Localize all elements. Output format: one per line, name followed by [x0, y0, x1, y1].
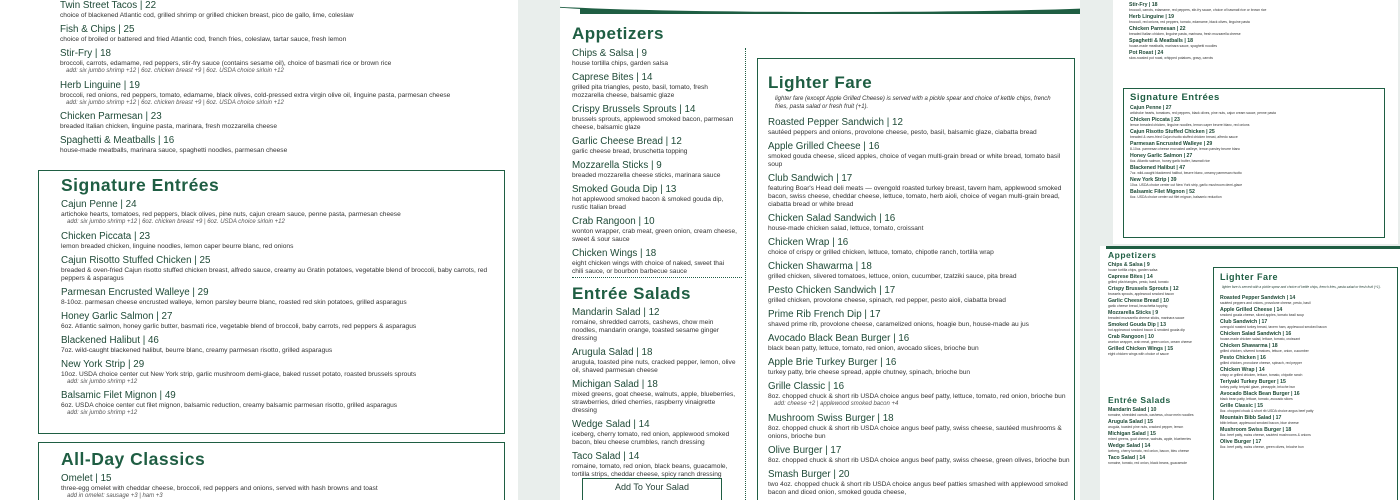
- menu-item-name: Stir-Fry | 18: [60, 48, 111, 59]
- menu-item-name: Caprese Bites | 14: [572, 72, 653, 83]
- menu-item-description: house tortilla chips, garden salsa: [1108, 268, 1158, 272]
- menu-item-description: sautéed peppers and onions, provolone cheese, pesto, basil: [1220, 301, 1311, 305]
- menu-item: [61, 199, 501, 227]
- menu-item-name: Chicken Wrap | 16: [768, 237, 849, 248]
- menu-item-addons: add: six jumbo shrimp +12: [67, 410, 138, 416]
- right-thumbnail-bottom: [1100, 246, 1400, 500]
- menu-item-description: eight chicken wings with choice of naked, sweet thai chili sauce, or bourbon barbecue sauce: [572, 260, 725, 275]
- menu-item: [572, 184, 737, 212]
- appetizers-divider: [572, 277, 742, 278]
- menu-item-description: brussels sprouts, applewood smoked bacon, parmesan cheese, balsamic glaze: [572, 116, 734, 131]
- menu-item-name: Crispy Brussels Sprouts | 12: [1108, 286, 1179, 292]
- menu-item-name: Chicken Piccata | 23: [61, 230, 151, 242]
- menu-item: [572, 160, 737, 180]
- menu-item-description: three-egg omelet with cheddar cheese, broccoli, red peppers and onions, served with hash browns and toast: [61, 485, 378, 492]
- thumb-appetizers-list: [1108, 262, 1200, 358]
- menu-item: [1130, 177, 1380, 187]
- signature-entrees-title: Signature Entrées: [61, 175, 220, 195]
- menu-item-name: Spaghetti & Meatballs | 16: [60, 135, 175, 146]
- menu-item: [1220, 427, 1395, 437]
- menu-item: [1220, 367, 1395, 377]
- menu-item: [1108, 407, 1200, 417]
- menu-item-description: broccoli, red onions, red peppers, tomato, edamame, black olives, cold-pressed extra virgin olive oil, linguine pasta, parmesan cheese: [60, 91, 451, 99]
- menu-item-name: Chicken Salad Sandwich | 16: [768, 213, 896, 224]
- menu-item-description: breaded mozzarella cheese sticks, marinara sauce: [572, 172, 721, 179]
- menu-item: [1220, 403, 1395, 413]
- menu-item-name: Taco Salad | 14: [572, 451, 640, 462]
- menu-item-name: Herb Linguine | 19: [60, 79, 140, 91]
- middle-menu-panel: [560, 0, 1080, 500]
- menu-item: [1108, 419, 1200, 429]
- lighter-fare-box: [757, 58, 1075, 500]
- menu-item: [1220, 415, 1395, 425]
- menu-item: [768, 357, 1070, 377]
- menu-item: [572, 216, 737, 244]
- menu-item-name: Pesto Chicken Sandwich | 17: [768, 285, 896, 296]
- menu-item-description: slow-roasted pot roast, whipped potatoes, gravy, carrots: [1129, 56, 1213, 60]
- menu-item: [1220, 307, 1395, 317]
- thumb-header-stripe: [1106, 246, 1400, 249]
- menu-item: [768, 445, 1070, 465]
- menu-item-name: Mushroom Swiss Burger | 18: [1220, 427, 1292, 433]
- menu-item-description: 8oz. chopped chuck & short rib USDA choice angus beef patty, swiss cheese, green olives, brioche bun: [768, 456, 1070, 464]
- menu-item-description: 6oz. USDA choice center cut filet mignon, balsamic reduction: [1130, 195, 1222, 199]
- menu-item-name: Herb Linguine | 19: [1129, 14, 1174, 20]
- menu-item-name: Apple Grilled Cheese | 16: [768, 141, 880, 152]
- menu-item: [61, 255, 501, 283]
- menu-item: [1108, 431, 1200, 441]
- menu-item-description: grilled pita triangles, pesto, basil, tomato, fresh mozzarella cheese, balsamic glaze: [572, 84, 708, 99]
- menu-item: [1108, 322, 1200, 332]
- menu-item-name: Garlic Cheese Bread | 12: [572, 136, 682, 147]
- menu-item-name: Chicken Piccata | 23: [1130, 117, 1180, 123]
- menu-item-name: Mandarin Salad | 10: [1108, 407, 1157, 413]
- right-thumbnail-top: [1113, 0, 1398, 244]
- menu-item: [61, 473, 501, 500]
- appetizers-list: [572, 48, 737, 280]
- menu-item-description: broccoli, red onions, red peppers, tomato, edamame, black olives, linguine pasta: [1129, 20, 1250, 24]
- menu-item: [572, 104, 737, 132]
- menu-item-name: Olive Burger | 17: [768, 444, 842, 456]
- menu-item-description: iceberg, cherry tomato, red onion, applewood smoked bacon, bleu cheese crumbles, ranch dressing: [572, 431, 730, 446]
- menu-item-description: 7oz. wild-caught blackened halibut, beurre blanc, creamy parmesan risotto: [1130, 171, 1242, 175]
- menu-item-description: artichoke hearts, tomatoes, red peppers, black olives, pine nuts, cajun cream sauce, penne pasta, parmesan cheese: [61, 211, 401, 218]
- menu-item-name: Mozzarella Sticks | 9: [572, 160, 662, 171]
- menu-item: [768, 381, 1070, 409]
- menu-item: [1129, 2, 1379, 12]
- menu-item: [60, 80, 510, 108]
- menu-item: [572, 347, 737, 375]
- menu-item-name: Club Sandwich | 17: [1220, 319, 1268, 325]
- menu-item-name: Omelet | 15: [61, 473, 112, 484]
- menu-item: [1108, 346, 1200, 356]
- menu-item: [768, 261, 1070, 281]
- menu-item-description: 8-10oz. parmesan cheese encrusted walleye, lemon parsley beurre blanc, roasted red skin potatoes, grilled asparagus: [61, 298, 407, 306]
- thumb-lighter-list: [1220, 295, 1395, 451]
- menu-item-description: grilled chicken, provolone cheese, spinach, red pepper, pesto aioli, ciabatta bread: [768, 297, 1006, 304]
- add-to-salad-label: Add To Your Salad: [615, 482, 689, 492]
- menu-item: [60, 24, 510, 44]
- menu-item-name: Chips & Salsa | 9: [572, 48, 647, 59]
- menu-item-description: romaine, shredded carrots, cashews, chow mein noodles, mandarin orange, toasted sesame ginger dressing: [572, 319, 719, 342]
- menu-item: [1220, 295, 1395, 305]
- menu-item-description: broccoli, carrots, edamame, red peppers, stir-fry sauce (contains sesame oil), choice of basmati rice or brown rice: [60, 60, 392, 67]
- menu-item-description: brussels sprouts, applewood smoked bacon: [1108, 292, 1174, 296]
- thumb-salads-title: Entrée Salads: [1108, 395, 1171, 405]
- menu-item-name: Parmesan Encrusted Walleye | 29: [61, 286, 209, 298]
- menu-item-name: Parmesan Encrusted Walleye | 29: [1130, 141, 1213, 147]
- menu-item-description: turkey patty, teriyaki glaze, pineapple, brioche bun: [1220, 385, 1296, 389]
- menu-item-description: mixed greens, goat cheese, walnuts, apple, blueberries, strawberries, dried cherries, raspberry vinaigrette dressing: [572, 391, 736, 414]
- menu-item-description: wonton wrapper, crab meat, green onion, cream cheese: [1108, 340, 1192, 344]
- menu-item-name: Michigan Salad | 18: [572, 379, 658, 390]
- menu-item-description: ovengold roasted turkey breast, tavern ham, applewood smoked bacon: [1220, 325, 1327, 329]
- menu-item-name: Wedge Salad | 14: [572, 419, 650, 430]
- appetizers-title: Appetizers: [572, 24, 664, 43]
- menu-item-description: 8oz. beef patty, swiss cheese, green olives, brioche bun: [1220, 445, 1304, 449]
- menu-item-description: artichoke hearts, tomatoes, red peppers, black olives, pine nuts, cajun cream sauce, penne pasta: [1130, 111, 1276, 115]
- menu-item-description: breaded mozzarella cheese sticks, marinara sauce: [1108, 316, 1185, 320]
- menu-item: [1130, 105, 1380, 115]
- signature-entrees-list: [61, 199, 501, 422]
- thumb-lighter-note: lighter fare is served with a pickle spear and choice of kettle chips, french fries, pasta salad or fresh fruit (+1).: [1222, 285, 1381, 289]
- lighter-fare-title: Lighter Fare: [768, 73, 873, 92]
- menu-item: [1130, 117, 1380, 127]
- menu-item-addons: add: six jumbo shrimp +12 | 6oz. chicken breast +9 | 6oz. USDA choice sirloin +12: [66, 68, 284, 74]
- classic-entrees-list: [60, 0, 510, 159]
- menu-item: [572, 451, 737, 479]
- menu-item-description: grilled chicken, provolone cheese, spinach, red pepper: [1220, 361, 1302, 365]
- menu-item-description: 8oz. chopped chuck & short rib USDA choice angus beef patty, swiss cheese, sautéed mushrooms & onions, brioche bun: [768, 424, 1062, 440]
- menu-item-name: Balsamic Filet Mignon | 49: [61, 390, 176, 401]
- menu-item-name: Roasted Pepper Sandwich | 12: [768, 117, 903, 128]
- menu-item-description: lemon breaded chicken, linguine noodles, lemon caper beurre blanc, red onions: [61, 242, 294, 250]
- thumb-signature-title: Signature Entrées: [1130, 92, 1220, 103]
- thumb-signature-box: [1123, 88, 1385, 238]
- menu-item-description: romaine, tomato, red onion, black beans, guacamole: [1108, 461, 1187, 465]
- add-to-salad-box: [582, 478, 722, 500]
- all-day-classics-list: [61, 473, 501, 500]
- menu-item-name: Crab Rangoon | 10: [1108, 334, 1154, 340]
- menu-item-description: bibb lettuce, applewood smoked bacon, blue cheese: [1220, 421, 1299, 425]
- menu-item-name: Cajun Penne | 24: [61, 199, 137, 210]
- menu-item: [572, 48, 737, 68]
- menu-item-name: Cajun Risotto Stuffed Chicken | 25: [1130, 129, 1215, 135]
- menu-item: [768, 469, 1070, 497]
- thumb-top-items: [1129, 2, 1379, 62]
- left-menu-panel: [0, 0, 518, 500]
- menu-item: [1220, 331, 1395, 341]
- menu-item-name: Mandarin Salad | 12: [572, 307, 660, 318]
- menu-item: [768, 173, 1070, 209]
- menu-item: [1108, 262, 1200, 272]
- menu-item: [60, 48, 510, 76]
- menu-item: [1130, 129, 1380, 139]
- menu-item-name: Stir-Fry | 18: [1129, 2, 1158, 8]
- menu-item-description: romaine, shredded carrots, cashews, chow mein noodles: [1108, 413, 1194, 417]
- menu-item-name: Teriyaki Turkey Burger | 15: [1220, 379, 1286, 385]
- menu-item-name: Crab Rangoon | 10: [572, 216, 655, 227]
- menu-item-description: 10oz. USDA choice center cut New York strip, garlic mushroom demi-glace: [1130, 183, 1243, 187]
- menu-item-description: breaded Italian chicken, linguine pasta, marinara, fresh mozzarella cheese: [1129, 32, 1241, 36]
- menu-item: [1220, 319, 1395, 329]
- menu-item-description: eight chicken wings with choice of sauce: [1108, 352, 1169, 356]
- menu-item-addons: add: cheese +2 | applewood smoked bacon +4: [774, 401, 899, 407]
- menu-item-description: breaded & oven-fried Cajun risotto stuffed chicken breast, alfredo sauce: [1130, 135, 1238, 139]
- menu-item-name: Balsamic Filet Mignon | 52: [1130, 189, 1195, 195]
- menu-item-name: Chicken Shawarma | 18: [768, 261, 872, 272]
- menu-item: [768, 309, 1070, 329]
- thumb-lighter-title: Lighter Fare: [1220, 272, 1279, 282]
- menu-item: [572, 419, 737, 447]
- menu-item: [1220, 379, 1395, 389]
- menu-item-description: 6oz. USDA choice center cut filet mignon, balsamic reduction, creamy balsamic parmesan risotto, grilled asparagus: [61, 402, 398, 409]
- menu-item-name: Prime Rib French Dip | 17: [768, 309, 881, 320]
- menu-item-description: crispy or grilled chicken, lettuce, tomato, chipotle ranch: [1220, 373, 1303, 377]
- menu-item-name: Grille Classic | 15: [1220, 403, 1263, 409]
- menu-item-name: Smoked Gouda Dip | 13: [572, 184, 677, 195]
- menu-item-description: hot applewood smoked bacon & smoked gouda dip, rustic Italian bread: [572, 196, 724, 211]
- menu-item-name: Smoked Gouda Dip | 13: [1108, 322, 1166, 328]
- menu-item-name: Roasted Pepper Sandwich | 14: [1220, 295, 1296, 301]
- menu-item-name: New York Strip | 29: [61, 358, 145, 370]
- menu-item-description: grilled pita triangles, pesto, basil, tomato: [1108, 280, 1169, 284]
- menu-item: [1108, 310, 1200, 320]
- all-day-classics-box: [38, 442, 505, 500]
- menu-item: [1108, 443, 1200, 453]
- menu-item-name: Michigan Salad | 15: [1108, 431, 1156, 437]
- column-divider: [745, 48, 746, 500]
- menu-item-description: house-made meatballs, marinara sauce, spaghetti noodles: [1129, 44, 1218, 48]
- menu-item-description: house-made chicken salad, lettuce, tomato, croissant: [768, 225, 924, 232]
- menu-item: [1130, 141, 1380, 151]
- menu-item-name: Pot Roast | 24: [1129, 50, 1164, 56]
- menu-item-addons: add in omelet: sausage +3 | ham +3: [67, 493, 163, 499]
- menu-item-name: Chips & Salsa | 9: [1108, 262, 1150, 268]
- menu-item-name: Pesto Chicken | 16: [1220, 355, 1266, 361]
- menu-item-description: 7oz. wild-caught blackened halibut, beurre blanc, creamy parmesan risotto, grilled asparagus: [61, 346, 333, 354]
- menu-item-description: 8oz. chopped chuck & short rib USDA choice angus beef patty, lettuce, tomato, red onion, brioche bun: [768, 393, 1066, 400]
- lighter-fare-list: [768, 117, 1070, 500]
- menu-item-description: black bean patty, lettuce, tomato, red onion, avocado slices, brioche bun: [768, 345, 979, 352]
- menu-item: [572, 379, 737, 415]
- menu-item: [1220, 439, 1395, 449]
- menu-item-name: Arugula Salad | 18: [572, 347, 653, 358]
- menu-item-name: Honey Garlic Salmon | 27: [61, 310, 173, 322]
- menu-item-name: Avocado Black Bean Burger | 16: [1220, 391, 1300, 397]
- menu-item: [1220, 391, 1395, 401]
- menu-item-name: New York Strip | 39: [1130, 177, 1177, 183]
- menu-item-name: Club Sandwich | 17: [768, 173, 853, 184]
- menu-item: [60, 135, 510, 155]
- menu-item-description: arugula, toasted pine nuts, cracked pepper, lemon, olive oil, shaved parmesan cheese: [572, 359, 736, 374]
- menu-item-name: Chicken Wings | 18: [572, 248, 657, 259]
- menu-item-description: breaded & oven-fried Cajun risotto stuffed chicken breast, alfredo sauce, creamy au Gratin potatoes, vegetable blend of broccoli, baby carrots, red peppers & asparagus: [61, 266, 488, 282]
- menu-item-description: wonton wrapper, crab meat, green onion, cream cheese, sweet & sour sauce: [572, 228, 737, 243]
- thumb-lighter-box: [1213, 267, 1398, 500]
- menu-item-description: house-made meatballs, marinara sauce, spaghetti noodles, parmesan cheese: [60, 147, 288, 154]
- menu-item: [768, 141, 1070, 169]
- menu-item-description: black bean patty, lettuce, tomato, avocado slices: [1220, 397, 1293, 401]
- menu-item-description: turkey patty, brie cheese spread, apple chutney, spinach, brioche bun: [768, 369, 971, 376]
- menu-item: [768, 213, 1070, 233]
- menu-item: [1220, 343, 1395, 353]
- menu-item-name: Smash Burger | 20: [768, 468, 850, 480]
- menu-item-description: grilled chicken, slivered tomatoes, lettuce, onion, cucumber: [1220, 349, 1309, 353]
- menu-item: [1129, 26, 1379, 36]
- menu-item-name: Honey Garlic Salmon | 27: [1130, 153, 1193, 159]
- menu-item-name: Crispy Brussels Sprouts | 14: [572, 104, 696, 115]
- menu-item-name: Caprese Bites | 14: [1108, 274, 1153, 280]
- menu-item: [572, 72, 737, 100]
- menu-item-description: 6oz. Atlantic salmon, honey garlic butter, basmati rice, vegetable blend of broccoli, baby carrots, red peppers & asparagus: [61, 322, 417, 330]
- menu-item: [1129, 14, 1379, 24]
- menu-item-description: iceberg, cherry tomato, red onion, bacon, bleu cheese: [1108, 449, 1190, 453]
- menu-item: [572, 136, 737, 156]
- menu-item-description: breaded Italian chicken, linguine pasta, marinara, fresh mozzarella cheese: [60, 123, 277, 130]
- menu-item: [1108, 455, 1200, 465]
- menu-item-name: Blackened Halibut | 46: [61, 334, 159, 346]
- menu-item: [61, 287, 501, 307]
- menu-item-name: Twin Street Tacos | 22: [60, 0, 157, 11]
- menu-item-description: shaved prime rib, provolone cheese, caramelized onions, hoagie bun, house-made au jus: [768, 321, 1029, 328]
- menu-item-name: Mushroom Swiss Burger | 18: [768, 412, 894, 424]
- menu-item-name: Arugula Salad | 15: [1108, 419, 1153, 425]
- signature-entrees-box: [38, 170, 505, 434]
- menu-item: [572, 307, 737, 343]
- lighter-fare-note: lighter fare (except Apple Grilled Cheese) is served with a pickle spear and choice of kettle chips, french fries, pasta salad or fresh fruit (+1).: [775, 96, 1051, 110]
- thumb-appetizers-title: Appetizers: [1108, 250, 1157, 260]
- menu-item-description: 8-10oz. parmesan cheese encrusted walleye, lemon parsley beurre blanc: [1130, 147, 1241, 151]
- menu-item-name: Chicken Wrap | 14: [1220, 367, 1265, 373]
- menu-item-name: Grilled Chicken Wings | 15: [1108, 346, 1174, 352]
- menu-item: [768, 237, 1070, 257]
- menu-item: [1129, 38, 1379, 48]
- menu-item: [1130, 153, 1380, 163]
- menu-item-name: Cajun Risotto Stuffed Chicken | 25: [61, 254, 211, 266]
- menu-item: [60, 0, 510, 20]
- menu-item-name: Grille Classic | 16: [768, 381, 845, 392]
- menu-item-description: smoked gouda cheese, sliced apples, choice of vegan multi-grain bread or white bread, tomato basil soup: [768, 153, 1061, 168]
- menu-item-name: Spaghetti & Meatballs | 18: [1129, 38, 1194, 44]
- menu-item-addons: add: six jumbo shrimp +12: [67, 378, 138, 385]
- menu-item: [1108, 334, 1200, 344]
- menu-item: [1108, 274, 1200, 284]
- menu-item: [60, 111, 510, 131]
- menu-item-name: Apple Brie Turkey Burger | 16: [768, 357, 897, 368]
- menu-item-name: Chicken Shawarma | 18: [1220, 343, 1278, 349]
- menu-item: [1220, 355, 1395, 365]
- menu-item-description: 8oz. chopped chuck & short rib USDA choice angus beef patty: [1220, 409, 1314, 413]
- menu-item-description: mixed greens, goat cheese, walnuts, apple, blueberries: [1108, 437, 1191, 441]
- menu-item: [1108, 286, 1200, 296]
- menu-item: [1129, 50, 1379, 60]
- menu-item-addons: add: six jumbo shrimp +12 | 6oz. chicken breast +9 | 6oz. USDA choice sirloin +12: [67, 219, 285, 225]
- menu-item-addons: add: six jumbo shrimp +12 | 6oz. chicken breast +9 | 6oz. USDA choice sirloin +12: [66, 99, 284, 106]
- menu-item-name: Cajun Penne | 27: [1130, 105, 1172, 111]
- menu-item-description: garlic cheese bread, bruschetta topping: [1108, 304, 1168, 308]
- menu-item-name: Avocado Black Bean Burger | 16: [768, 333, 910, 344]
- menu-item-description: 6oz. Atlantic salmon, honey garlic butter, basmati rice: [1130, 159, 1210, 163]
- menu-item-name: Chicken Parmesan | 22: [1129, 26, 1186, 32]
- thumb-salads-list: [1108, 407, 1200, 467]
- menu-item: [768, 285, 1070, 305]
- menu-item-description: house tortilla chips, garden salsa: [572, 60, 669, 67]
- menu-item: [1130, 165, 1380, 175]
- entree-salads-list: [572, 307, 737, 483]
- menu-item-name: Olive Burger | 17: [1220, 439, 1262, 445]
- menu-item-name: Chicken Salad Sandwich | 16: [1220, 331, 1292, 337]
- menu-item-description: romaine, tomato, red onion, black beans, guacamole, tortilla strips, cheddar cheese, spicy ranch dressing: [572, 463, 728, 478]
- menu-item-description: two 4oz. chopped chuck & short rib USDA choice angus beef patties smashed with applewood smoked bacon and diced onion, smoked gouda cheese,: [768, 480, 1068, 496]
- menu-item: [1130, 189, 1380, 199]
- menu-item-description: broccoli, carrots, edamame, red peppers, stir-fry sauce, choice of basmati rice or brown rice: [1129, 8, 1267, 12]
- menu-item-description: lemon breaded chicken, linguine noodles, lemon caper beurre blanc, red onions: [1130, 123, 1250, 127]
- menu-item-name: Blackened Halibut | 47: [1130, 165, 1186, 171]
- entree-salads-title: Entrée Salads: [572, 284, 691, 303]
- menu-item: [61, 311, 501, 331]
- menu-item-description: hot applewood smoked bacon & smoked gouda dip: [1108, 328, 1185, 332]
- menu-item-description: 8oz. beef patty, swiss cheese, sautéed mushrooms & onions: [1220, 433, 1311, 437]
- thumb-signature-list: [1130, 105, 1380, 201]
- menu-item: [768, 413, 1070, 441]
- menu-item-description: smoked gouda cheese, sliced apples, tomato basil soup: [1220, 313, 1305, 317]
- menu-item-description: 10oz. USDA choice center cut New York strip, garlic mushroom demi-glace, baked russet potato, roasted brussels sprouts: [61, 370, 417, 378]
- menu-item-name: Fish & Chips | 25: [60, 24, 135, 35]
- menu-item-description: choice of crispy or grilled chicken, lettuce, tomato, chipotle ranch, tortilla wrap: [768, 249, 994, 256]
- menu-item-name: Mozzarella Sticks | 9: [1108, 310, 1159, 316]
- menu-item-description: grilled chicken, slivered tomatoes, lettuce, onion, cucumber, tzatziki sauce, pita bread: [768, 273, 1017, 280]
- menu-item-description: choice of blackened Atlantic cod, grilled shrimp or grilled chicken breast, pico de gallo, lime, coleslaw: [60, 12, 354, 19]
- menu-item-name: Taco Salad | 14: [1108, 455, 1146, 461]
- menu-item: [61, 231, 501, 251]
- menu-item-name: Mountain Bibb Salad | 17: [1220, 415, 1282, 421]
- menu-item: [61, 390, 501, 418]
- menu-item-description: featuring Boar's Head deli meats — ovengold roasted turkey breast, tavern ham, applewood smoked bacon, swiss cheese, cheddar cheese, lettuce, tomato, herb aioli, choice of vegan multi-grain bread, ciabatta bread or white bread: [768, 185, 1062, 208]
- menu-item-description: garlic cheese bread, bruschetta topping: [572, 148, 688, 155]
- menu-item-description: choice of broiled or battered and fried Atlantic cod, french fries, coleslaw, tartar sauce, fresh lemon: [60, 36, 347, 43]
- menu-item-description: house-made chicken salad, lettuce, tomato, croissant: [1220, 337, 1300, 341]
- menu-item-description: arugula, toasted pine nuts, cracked pepper, lemon: [1108, 425, 1184, 429]
- menu-item-name: Garlic Cheese Bread | 10: [1108, 298, 1169, 304]
- all-day-classics-title: All-Day Classics: [61, 449, 206, 469]
- menu-item: [61, 335, 501, 355]
- menu-item-description: sautéed peppers and onions, provolone cheese, pesto, basil, balsamic glaze, ciabatta bread: [768, 129, 1037, 136]
- menu-item-name: Apple Grilled Cheese | 14: [1220, 307, 1283, 313]
- menu-item: [768, 333, 1070, 353]
- menu-item: [768, 117, 1070, 137]
- menu-item-name: Chicken Parmesan | 23: [60, 111, 162, 122]
- menu-item: [61, 359, 501, 387]
- menu-item: [1108, 298, 1200, 308]
- menu-item: [572, 248, 737, 276]
- menu-item-name: Wedge Salad | 14: [1108, 443, 1151, 449]
